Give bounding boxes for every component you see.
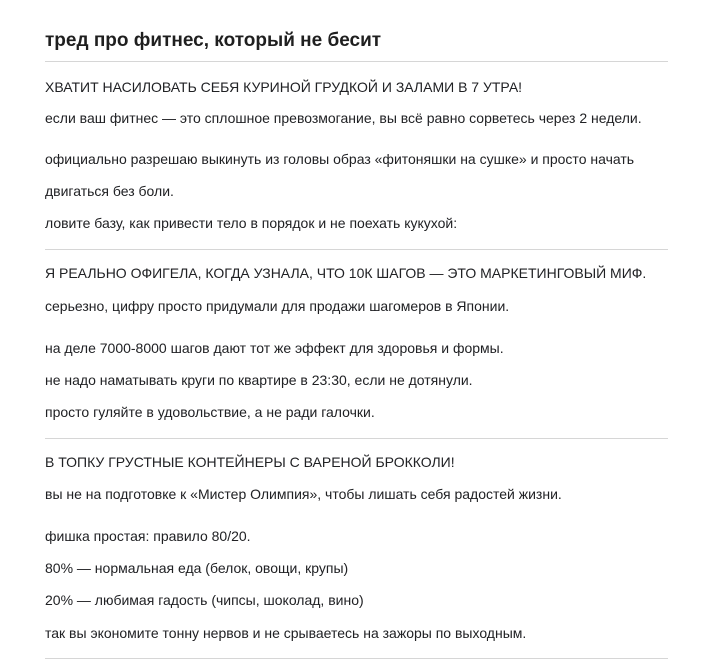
paragraph-line: просто гуляйте в удовольствие, а не ради галочки. (45, 404, 375, 420)
paragraph-line: не надо наматывать круги по квартире в 23:30, если не дотянули. (45, 372, 473, 388)
paragraph-line: так вы экономите тонну нервов и не срываетесь на зажоры по выходным. (45, 625, 527, 641)
paragraph-line: серьезно, цифру просто придумали для продажи шагомеров в Японии. (45, 298, 510, 314)
paragraph-line: на деле 7000-8000 шагов дают тот же эффект для здоровья и формы. (45, 340, 504, 356)
paragraph-line: 80% — нормальная еда (белок, овощи, крупы) (45, 560, 349, 576)
section-divider (45, 61, 668, 62)
paragraph-line: 20% — любимая гадость (чипсы, шоколад, вино) (45, 592, 364, 608)
section-heading: Я РЕАЛЬНО ОФИГЕЛА, КОГДА УЗНАЛА, ЧТО 10К ШАГОВ — ЭТО МАРКЕТИНГОВЫЙ МИФ. (45, 265, 647, 281)
section-divider (45, 658, 668, 659)
paragraph-line: официально разрешаю выкинуть из головы образ «фитоняшки на сушке» и просто начать (45, 151, 635, 167)
paragraph-line: ловите базу, как привести тело в порядок и не поехать кукухой: (45, 215, 458, 231)
thread-title: тред про фитнес, который не бесит (45, 30, 382, 51)
section-divider (45, 438, 668, 439)
paragraph-line: двигаться без боли. (45, 183, 174, 199)
paragraph-line: фишка простая: правило 80/20. (45, 528, 251, 544)
section-divider (45, 249, 668, 250)
section-heading: ХВАТИТ НАСИЛОВАТЬ СЕБЯ КУРИНОЙ ГРУДКОЙ И ЗАЛАМИ В 7 УТРА! (45, 79, 523, 95)
section-heading: В ТОПКУ ГРУСТНЫЕ КОНТЕЙНЕРЫ С ВАРЕНОЙ БРОККОЛИ! (45, 454, 455, 470)
paragraph-line: если ваш фитнес — это сплошное превозмогание, вы всё равно сорветесь через 2 недели. (45, 110, 642, 126)
paragraph-line: вы не на подготовке к «Мистер Олимпия», чтобы лишать себя радостей жизни. (45, 486, 562, 502)
